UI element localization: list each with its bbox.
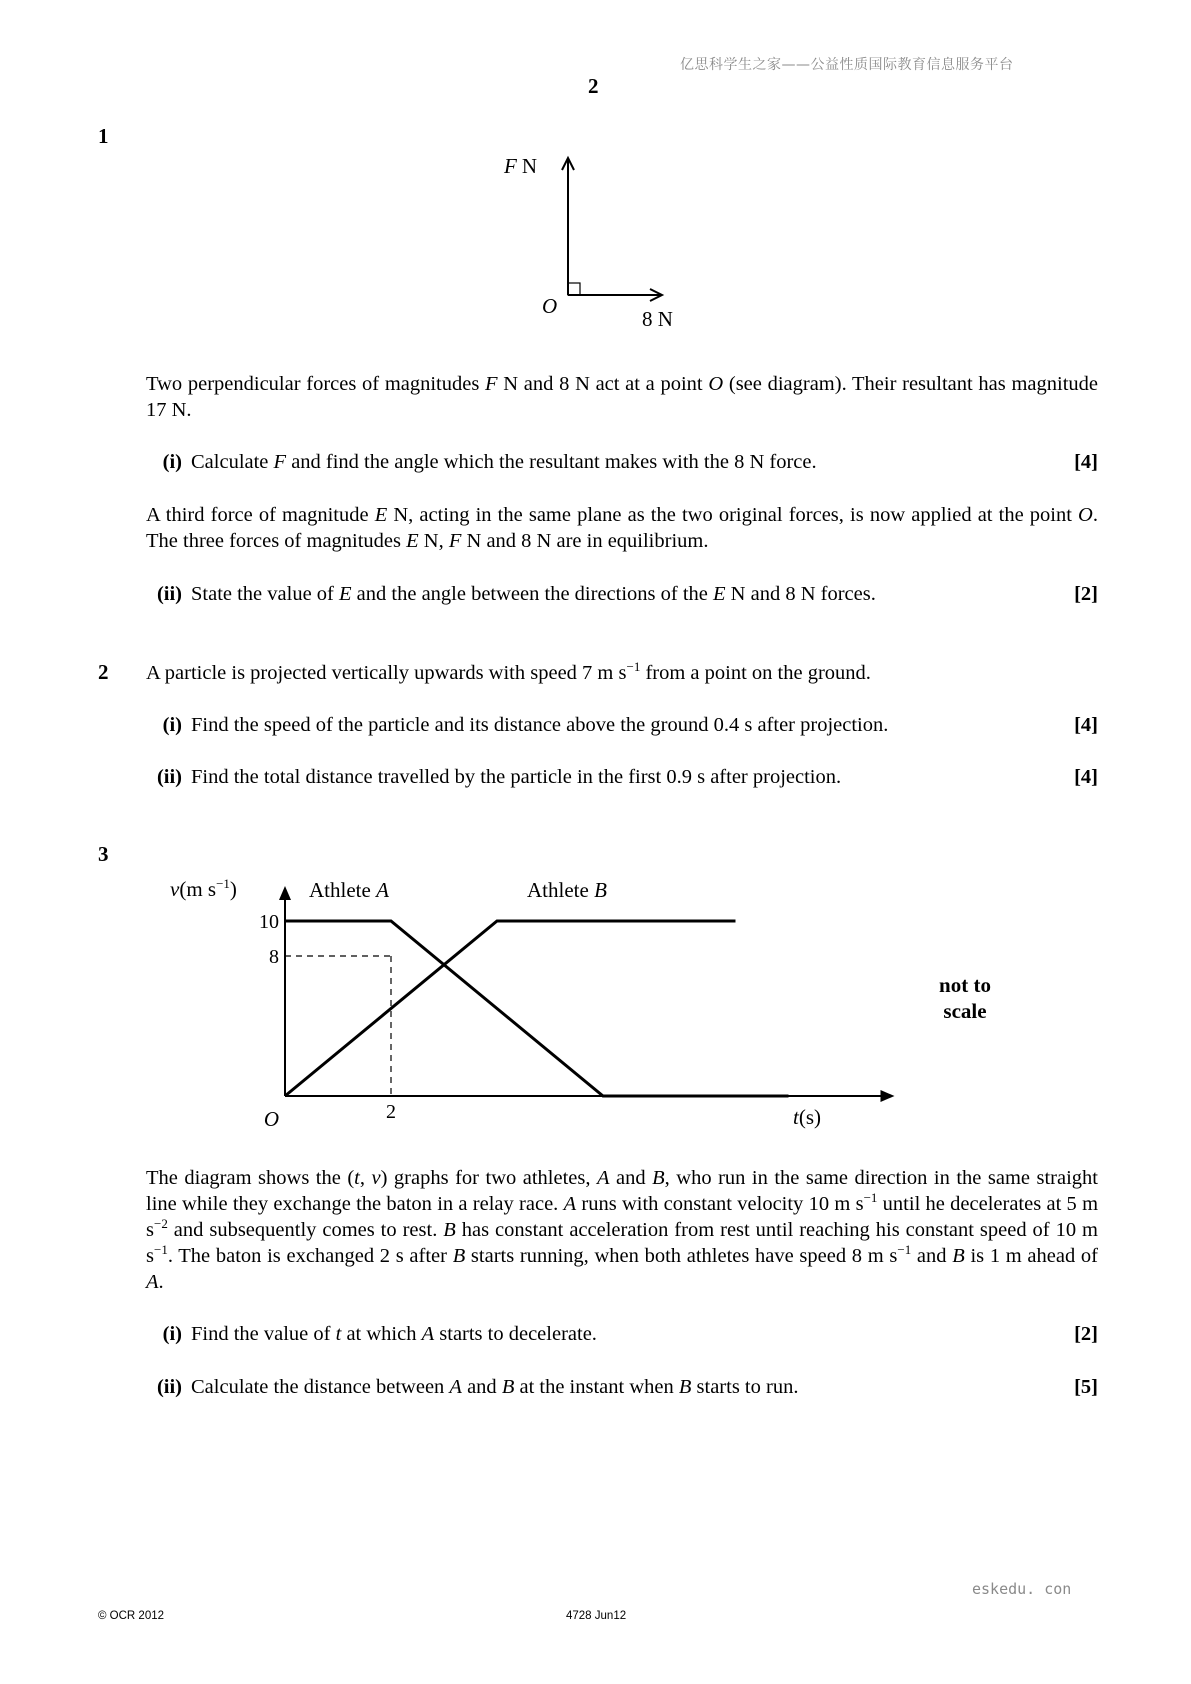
paper-code: 4728 Jun12 xyxy=(566,1610,627,1622)
y-axis-label: v(m $s^{-1}$) xyxy=(170,876,237,901)
y-tick-label-10: 10 xyxy=(259,911,279,933)
series-label-athlete-a: Athlete A xyxy=(309,878,389,902)
series-line-athlete-b xyxy=(285,921,736,1096)
header-watermark: 亿思科学生之家——公益性质国际教育信息服务平台 xyxy=(680,57,1014,73)
graph-origin-label: O xyxy=(263,1107,279,1131)
q3-description: The diagram shows the (t, v) graphs for two athletes, A and B, who run in the same direction in the same straight line while they exchange the baton in a relay race. A runs with constant velocity 10 m $s^{-1}$ until he decelerates at 5 m $s^{-2}$ and subsequently comes to rest. B has constant acceleration from rest until reaching his constant speed of 10 m $s^{-1}$. The baton is exchanged 2 s after B starts running, when both athletes have speed 8 m $s^{-1}$ and B is 1 m ahead of A. xyxy=(146,1167,1099,1293)
question-2-number: 2 xyxy=(98,660,109,684)
footer-watermark: eskedu. con xyxy=(972,1580,1072,1598)
x-axis-label: t(s) xyxy=(793,1105,822,1129)
y-axis-arrowhead xyxy=(279,886,291,900)
series-line-athlete-a xyxy=(285,921,789,1096)
not-to-scale-note: not to scale xyxy=(939,973,991,1023)
series-label-athlete-b: Athlete B xyxy=(527,878,607,902)
y-tick-label-8: 8 xyxy=(269,946,279,968)
q1-intro: Two perpendicular forces of magnitudes F N and 8 N act at a point O (see diagram). Their resultant has magnitude 17 N. xyxy=(146,373,1098,421)
q2-intro: A particle is projected vertically upwards with speed 7 m $s^{-1}$ from a point on the ground. xyxy=(146,659,871,684)
x-tick-label-2: 2 xyxy=(386,1101,396,1123)
copyright: © OCR 2012 xyxy=(98,1610,165,1622)
origin-label: O xyxy=(542,294,558,318)
force-F-label: F N xyxy=(504,154,537,178)
x-axis-arrowhead xyxy=(881,1090,895,1102)
question-3-number: 3 xyxy=(98,842,109,866)
velocity-time-graph xyxy=(170,862,910,1132)
force-8N-label: 8 N xyxy=(642,307,673,331)
page-number: 2 xyxy=(588,74,599,98)
right-angle-marker xyxy=(568,283,580,295)
force-diagram xyxy=(500,150,700,340)
question-1-number: 1 xyxy=(98,124,109,148)
q1-middle-text: A third force of magnitude E N, acting in the same plane as the two original forces, is now applied at the point O. The three forces of magnitudes E N, F N and 8 N are in equilibrium. xyxy=(146,504,1098,552)
